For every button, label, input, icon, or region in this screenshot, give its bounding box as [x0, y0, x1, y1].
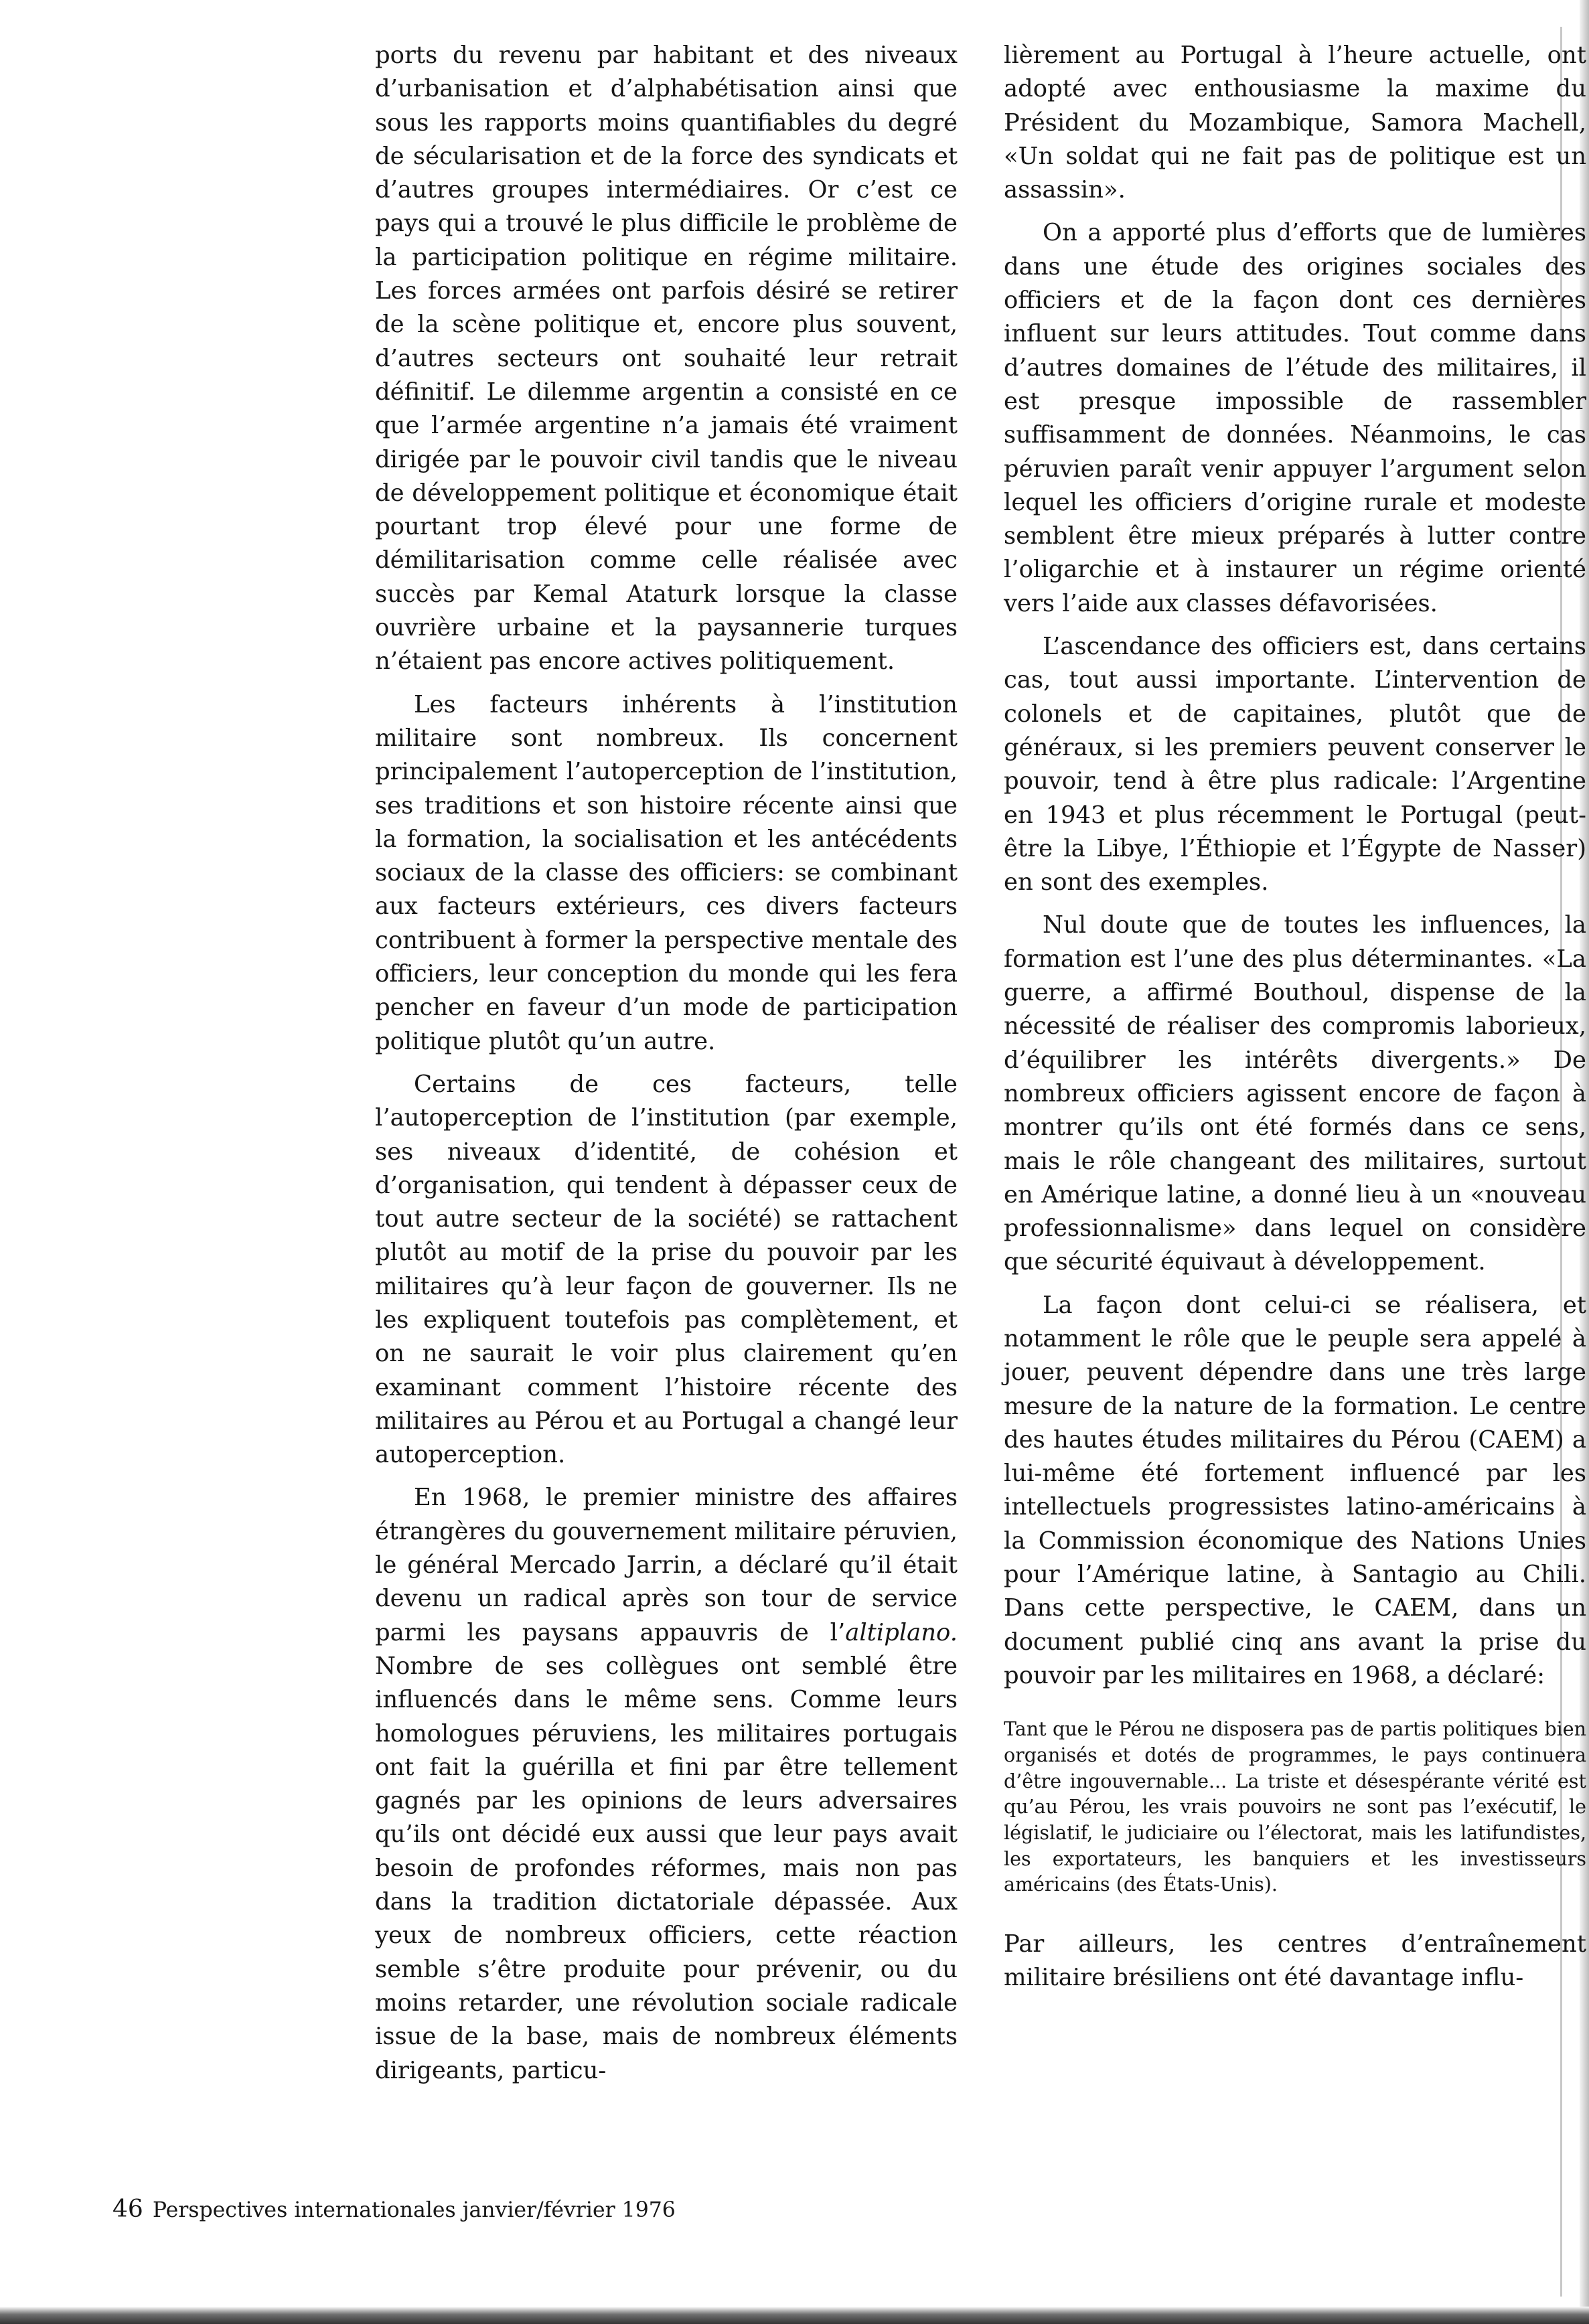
paragraph: Certains de ces facteurs, telle l’autoperception de l’institution (par exemple, ses niveaux d’identité, de cohésion et d’organisation, qui tendent à dépasser ceux de tout autre secteur de la société) se rattachent plutôt au motif de la prise du pouvoir par les militaires qu’à leur façon de gouverner. Ils ne les expliquent toutefois pas complètement, et on ne saurait le voir plus clairement qu’en examinant comment l’histoire récente des militaires au Pérou et au Portugal a changé leur autoperception. [375, 1070, 958, 1469]
paragraph: Nul doute que de toutes les influences, la formation est l’une des plus déterminantes. «La guerre, a affirmé Bouthoul, dispense de la nécessité de réaliser des compromis laborieux, d’équilibrer les intérêts divergents.» De nombreux officiers agissent encore de façon à montrer qu’ils ont été formés dans ce sens, mais le rôle changeant des militaires, surtout en Amérique latine, a donné lieu à un «nouveau professionnalisme» dans lequel on considère que sécurité équivaut à développement. [1004, 911, 1586, 1276]
page-number: 46 [112, 2195, 143, 2223]
paragraph: ports du revenu par habitant et des niveaux d’urbanisation et d’alphabétisation ainsi que sous les rapports moins quantifiables du degré de sécularisation et de la force des syndicats et d’autres groupes intermédiaires. Or c’est ce pays qui a trouvé le plus difficile le problème de la participation politique en régime militaire. Les forces armées ont parfois désiré se retirer de la scène politique et, encore plus souvent, d’autres secteurs ont souhaité leur retrait définitif. Le dilemme argentin a consisté en ce que l’armée argentine n’a jamais été vraiment dirigée par le pouvoir civil tandis que le niveau de développement politique et économique était pourtant trop élevé pour une forme de démilitarisation comme celle réalisée avec succès par Kemal Ataturk lorsque la classe ouvrière urbaine et la paysannerie turques n’étaient pas encore actives politiquement. [375, 42, 958, 676]
right-column [1004, 39, 1586, 2005]
italic-term: altiplano. [845, 1618, 958, 1646]
paragraph: Par ailleurs, les centres d’entraînement militaire brésiliens ont été davantage influ- [1004, 1930, 1586, 1992]
paragraph: Les facteurs inhérents à l’institution militaire sont nombreux. Ils concernent principalement l’autoperception de l’institution, ses traditions et son histoire récente ainsi que la formation, la socialisation et les antécédents sociaux de la classe des officiers: se combinant aux facteurs extérieurs, ces divers facteurs contribuent à former la perspective mentale des officiers, leur conception du monde qui les fera pencher en faveur d’un mode de participation politique plutôt qu’un autre. [375, 690, 958, 1055]
paragraph-text: En 1968, le premier ministre des affaires étrangères du gouvernement militaire péruvien, le général Mercado Jarrin, a déclaré qu’il était devenu un radical après son tour de service parmi les paysans appauvris de l’ [375, 1484, 958, 1646]
paragraph-text: Nombre de ses collègues ont semblé être influencés dans le même sens. Comme leurs homologues péruviens, les militaires portugais ont fait la guérilla et fini par être tellement gagnés par les opinions de leurs adversaires qu’ils ont décidé eux aussi que leur pays avait besoin de profondes réformes, mais non pas dans la tradition dictatoriale dépassée. Aux yeux de nombreux officiers, cette réaction semble s’être produite pour prévenir, ou du moins retarder, une révolution sociale radicale issue de la base, mais de nombreux éléments dirigeants, particu- [375, 1652, 958, 2084]
left-column [375, 39, 958, 2097]
paragraph: La façon dont celui-ci se réalisera, et notamment le rôle que le peuple sera appelé à jouer, peuvent dépendre dans une très large mesure de la nature de la formation. Le centre des hautes études militaires du Pérou (CAEM) a lui-même été fortement influencé par les intellectuels progressistes latino-américains à la Commission économique des Nations Unies pour l’Amérique latine, à Santagio au Chili. Dans cette perspective, le CAEM, dans un document publié cinq ans avant la prise du pouvoir par les militaires en 1968, a déclaré: [1004, 1291, 1586, 1689]
paragraph: lièrement au Portugal à l’heure actuelle, ont adopté avec enthousiasme la maxime du Président du Mozambique, Samora Machell, «Un soldat qui ne fait pas de politique est un assassin». [1004, 42, 1586, 204]
publication-name: Perspectives internationales janvier/février 1976 [152, 2198, 676, 2222]
paragraph: L’ascendance des officiers est, dans certains cas, tout aussi importante. L’intervention de colonels et de capitaines, plutôt que de généraux, si les premiers peuvent conserver le pouvoir, tend à être plus radicale: l’Argentine en 1943 et plus récemment le Portugal (peut-être la Libye, l’Éthiopie et l’Égypte de Nasser) en sont des exemples. [1004, 633, 1586, 897]
block-quote: Tant que le Pérou ne disposera pas de partis politiques bien organisés et dotés de programmes, le pays continuera d’être ingouvernable... La triste et désespérante vérité est qu’au Pérou, les vrais pouvoirs ne sont pas l’exécutif, le législatif, le judiciaire ou l’électorat, mais les latifundistes, les exportateurs, les banquiers et les investisseurs américains (des États-Unis). [1004, 1718, 1586, 1896]
paragraph: On a apporté plus d’efforts que de lumières dans une étude des origines sociales des officiers et de la façon dont ces dernières influent sur leurs attitudes. Tout comme dans d’autres domaines de l’étude des militaires, il est presque impossible de rassembler suffisamment de données. Néanmoins, le cas péruvien paraît venir appuyer l’argument selon lequel les officiers d’origine rurale et modeste semblent être mieux préparés à lutter contre l’oligarchie et à instaurer un régime orienté vers l’aide aux classes défavorisées. [1004, 219, 1586, 617]
paragraph [375, 1481, 958, 2087]
scan-shadow [0, 2307, 1589, 2324]
page-footer [112, 2196, 676, 2224]
